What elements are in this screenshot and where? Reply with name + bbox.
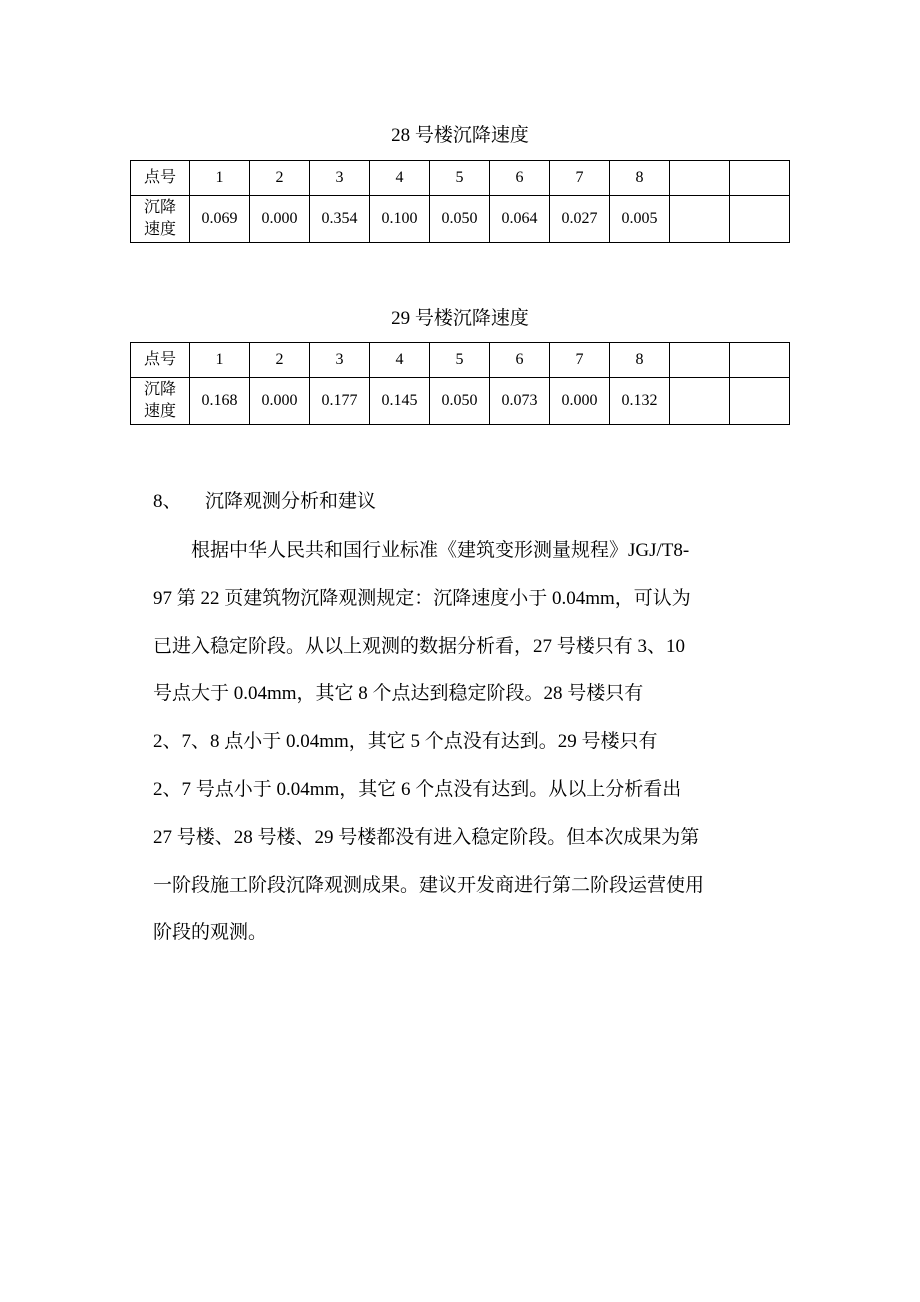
- value-cell: 0.145: [370, 378, 430, 425]
- row-label-cell: [131, 196, 190, 243]
- point-number-cell: 5: [430, 343, 490, 378]
- value-cell: 0.000: [250, 196, 310, 243]
- value-cell: 0.354: [310, 196, 370, 243]
- point-number-cell: 8: [610, 343, 670, 378]
- settlement-table-29: [130, 342, 790, 425]
- paragraph-line: 97 第 22 页建筑物沉降观测规定：沉降速度小于 0.04mm，可认为: [153, 588, 691, 609]
- header-label-cell: 点号: [131, 343, 190, 378]
- table-header-row: [131, 343, 790, 378]
- point-number-cell: 3: [310, 161, 370, 196]
- table-value-row: [131, 196, 790, 243]
- point-number-cell: 7: [550, 343, 610, 378]
- row-label-line: 速度: [143, 221, 176, 238]
- value-cell: 0.100: [370, 196, 430, 243]
- empty-cell: [670, 343, 730, 378]
- point-number-cell: 2: [250, 161, 310, 196]
- settlement-table-28: [130, 160, 790, 243]
- paragraph-line: 2、7、8 点小于 0.04mm，其它 5 个点没有达到。29 号楼只有: [153, 731, 658, 752]
- value-cell: 0.177: [310, 378, 370, 425]
- empty-cell: [670, 161, 730, 196]
- point-number-cell: 4: [370, 161, 430, 196]
- table-header-row: [131, 161, 790, 196]
- row-label-line: 沉降: [143, 381, 176, 398]
- row-label-cell: [131, 378, 190, 425]
- point-number-cell: 1: [190, 343, 250, 378]
- point-number-cell: 8: [610, 161, 670, 196]
- value-cell: 0.069: [190, 196, 250, 243]
- value-cell: 0.168: [190, 378, 250, 425]
- empty-cell: [730, 343, 790, 378]
- value-cell: 0.132: [610, 378, 670, 425]
- empty-cell: [730, 378, 790, 425]
- value-cell: 0.050: [430, 196, 490, 243]
- value-cell: 0.050: [430, 378, 490, 425]
- point-number-cell: 7: [550, 161, 610, 196]
- empty-cell: [730, 161, 790, 196]
- row-label-line: 沉降: [143, 199, 176, 216]
- value-cell: 0.000: [250, 378, 310, 425]
- row-label-line: 速度: [143, 403, 176, 420]
- section-heading: [153, 488, 376, 516]
- paragraph-line: 已进入稳定阶段。从以上观测的数据分析看，27 号楼只有 3、10: [153, 636, 686, 657]
- paragraph-line: 27 号楼、28 号楼、29 号楼都没有进入稳定阶段。但本次成果为第: [153, 827, 700, 848]
- value-cell: 0.064: [490, 196, 550, 243]
- point-number-cell: 3: [310, 343, 370, 378]
- paragraph-line: 根据中华人民共和国行业标准《建筑变形测量规程》JGJ/T8-: [153, 540, 690, 561]
- value-cell: 0.005: [610, 196, 670, 243]
- paragraph-line: 号点大于 0.04mm，其它 8 个点达到稳定阶段。28 号楼只有: [153, 683, 644, 704]
- table-29-title: 29 号楼沉降速度: [391, 308, 529, 329]
- point-number-cell: 2: [250, 343, 310, 378]
- table-28-title: 28 号楼沉降速度: [391, 125, 529, 146]
- value-cell: 0.000: [550, 378, 610, 425]
- paragraph-line: 一阶段施工阶段沉降观测成果。建议开发商进行第二阶段运营使用: [153, 875, 705, 896]
- section-title: 沉降观测分析和建议: [205, 491, 377, 512]
- empty-cell: [670, 378, 730, 425]
- point-number-cell: 6: [490, 343, 550, 378]
- value-cell: 0.027: [550, 196, 610, 243]
- empty-cell: [730, 196, 790, 243]
- point-number-cell: 1: [190, 161, 250, 196]
- point-number-cell: 6: [490, 161, 550, 196]
- paragraph-line: 阶段的观测。: [153, 922, 268, 943]
- paragraph-line: 2、7 号点小于 0.04mm，其它 6 个点没有达到。从以上分析看出: [153, 779, 682, 800]
- point-number-cell: 4: [370, 343, 430, 378]
- point-number-cell: 5: [430, 161, 490, 196]
- empty-cell: [670, 196, 730, 243]
- value-cell: 0.073: [490, 378, 550, 425]
- header-label-cell: 点号: [131, 161, 190, 196]
- table-value-row: [131, 378, 790, 425]
- section-number: 8、: [153, 491, 182, 512]
